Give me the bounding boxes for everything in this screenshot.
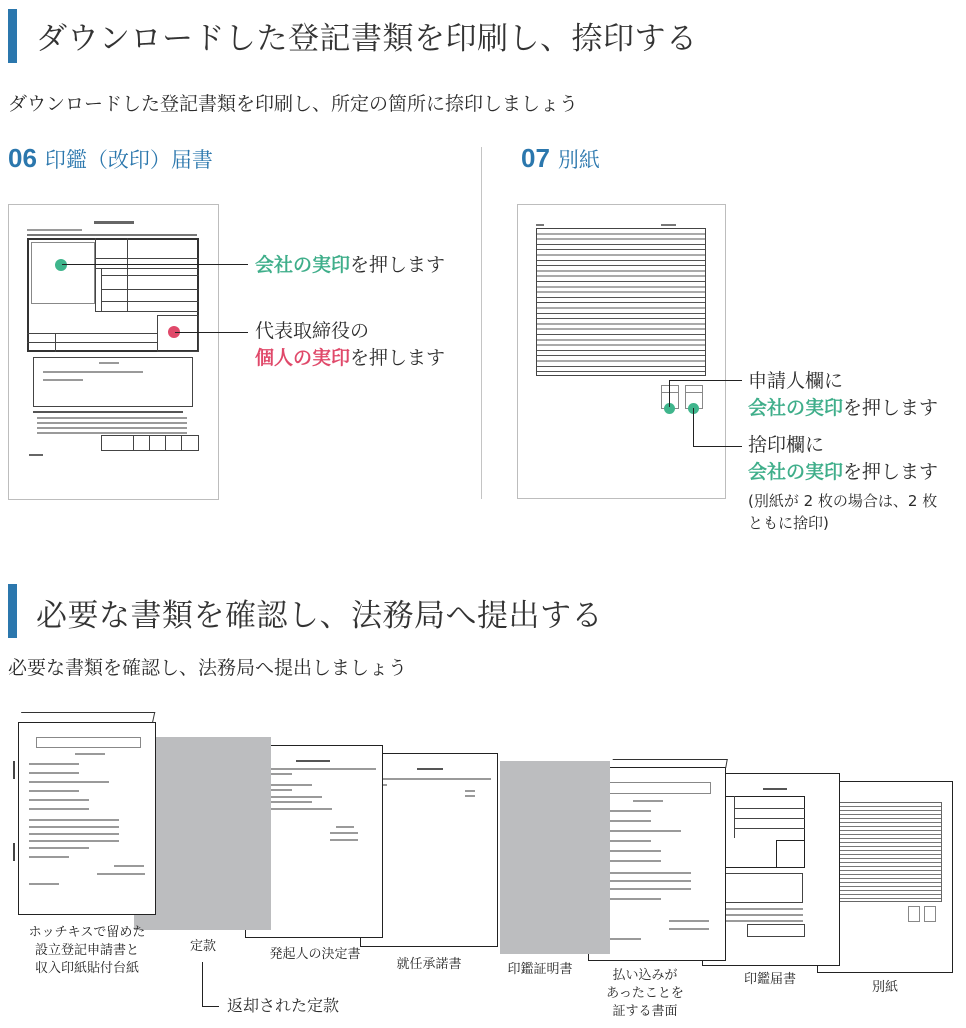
label-bessi: 別紙 [871, 980, 898, 995]
sute-in-note: (別紙が 2 枚の場合は、2 枚 ともに捨印) [748, 492, 938, 532]
staple-mark [13, 761, 15, 779]
label-returned-teikan: 返却された定款 [227, 996, 340, 1015]
callout-applicant-seal: 申請人欄に 会社の実印を押します [748, 370, 939, 419]
callout-company-seal: 会社の実印を押します [255, 254, 446, 276]
bessi-ruled-table [536, 228, 706, 376]
item-07-heading [521, 143, 600, 174]
callout-sute-in-seal: 捨印欄に 会社の実印を押します [748, 434, 939, 483]
label-shinsei: ホッチキスで留めた 設立登記申請書と 収入印紙貼付台紙 [28, 925, 146, 976]
section-accent-bar [8, 9, 17, 63]
doc-sheet-haraikomi-staple-back [611, 759, 728, 768]
section-accent-bar [8, 584, 17, 638]
doc-title-mini [417, 768, 443, 770]
leader-line [693, 408, 694, 446]
section-title: 必要な書類を確認し、法務局へ提出する [36, 598, 603, 634]
section-lead: 必要な書類を確認し、法務局へ提出しましょう [8, 657, 408, 679]
label-hokkinin: 発起人の決定書 [269, 947, 361, 962]
item-number: 06 [8, 143, 37, 173]
returned-teikan-leader [202, 1006, 219, 1007]
leader-line [669, 380, 742, 381]
label-inkan-shoumei: 印鑑証明書 [507, 962, 573, 977]
item-number: 07 [521, 143, 550, 173]
bessi-thumbnail [517, 204, 726, 499]
inkan-todoke-thumbnail [8, 204, 219, 500]
item-label: 別紙 [557, 148, 600, 172]
item-label: 印鑑（改印）届書 [44, 148, 213, 172]
callout-personal-seal: 代表取締役の 個人の実印を押します [255, 320, 446, 369]
doc-sheet-inkan-shoumei [500, 761, 610, 954]
leader-line [669, 380, 670, 407]
label-teikan: 定款 [189, 939, 216, 954]
section-lead: ダウンロードした登記書類を印刷し、所定の箇所に捺印しましょう [8, 93, 579, 115]
section-title: ダウンロードした登記書類を印刷し、捺印する [36, 21, 698, 57]
column-divider [481, 147, 482, 499]
leader-line [175, 332, 248, 333]
leader-line [693, 446, 742, 447]
label-haraikomi: 払い込みが あったことを 証する書面 [606, 968, 684, 1019]
item-06-heading [8, 143, 213, 174]
label-shunin: 就任承諾書 [396, 957, 462, 972]
doc-title [94, 221, 134, 224]
leader-line [62, 264, 248, 265]
staple-mark [13, 843, 15, 861]
company-seal-marker [55, 259, 67, 271]
label-inkan-todoke: 印鑑届書 [743, 972, 796, 987]
returned-teikan-leader [202, 962, 203, 1006]
doc-sheet-shinsei [18, 722, 156, 915]
